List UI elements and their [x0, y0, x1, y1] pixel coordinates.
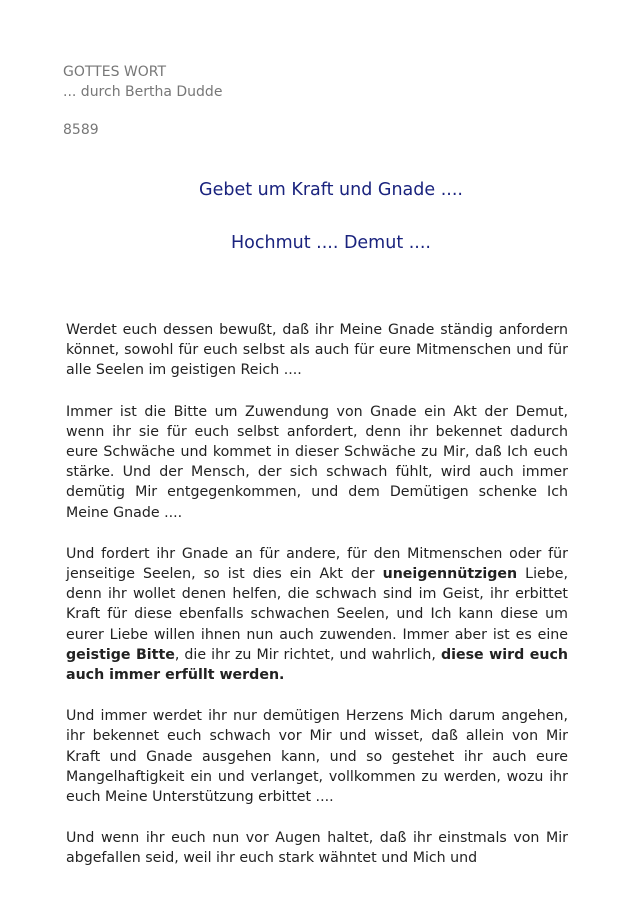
paragraph-4: Und immer werdet ihr nur demütigen Herzens Mich darum angehen, ihr bekennet euch schwach vor Mir und wisset, daß allein von Mir Kraft und Gnade ausgehen kann, und so gestehet ihr auch eure Mangelhaftigkeit ein und verlanget, vollkommen zu werden, wozu ihr euch Meine Unterstützung erbittet .... [66, 708, 568, 806]
emphasis-uneigennuetzigen: uneigennützigen [382, 566, 518, 583]
page-title: Gebet um Kraft und Gnade .... [199, 180, 463, 200]
emphasis-geistige-bitte: geistige Bitte [66, 646, 175, 663]
paragraph-3-text-2: Liebe, denn ihr wollet denen helfen, die schwach sind im Geist, ihr erbittet Kraft für diese ebenfalls schwachen Seelen, und Ich kann diese um eurer Liebe willen ihnen nun auch zuwenden. Immer aber ist es eine [66, 566, 568, 643]
paragraph-1: Werdet euch dessen bewußt, daß ihr Meine Gnade ständig anfordern könnet, sowohl für euch selbst als auch für eure Mitmenschen und für alle Seelen im geistigen Reich .... [66, 322, 568, 379]
emphasis-erfuellt: diese wird euch auch immer erfüllt werden. [66, 646, 568, 684]
page-subtitle: Hochmut .... Demut .... [230, 233, 431, 253]
source-label: GOTTES WORT [63, 64, 167, 80]
paragraph-3-text-1: Und fordert ihr Gnade an für andere, für den Mitmenschen oder für jenseitige Seelen, so ist dies ein Akt der [66, 545, 568, 583]
paragraph-2: Immer ist die Bitte um Zuwendung von Gnade ein Akt der Demut, wenn ihr sie für euch selbst anfordert, denn ihr bekennet dadurch eure Schwäche und kommet in dieser Schwäche zu Mir, daß Ich euch stärke. Und der Mensch, der sich schwach fühlt, wird auch immer demütig Mir entgegenkommen, und dem Demütigen schenke Ich Meine Gnade .... [66, 403, 568, 521]
message-number: 8589 [63, 122, 99, 138]
paragraph-3 [66, 544, 568, 685]
paragraph-3-text-3: , die ihr zu Mir richtet, und wahrlich, [174, 646, 441, 663]
author-line: ... durch Bertha Dudde [63, 84, 223, 100]
document-body [66, 320, 568, 890]
paragraph-5: Und wenn ihr euch nun vor Augen haltet, daß ihr einstmals von Mir abgefallen seid, weil ihr euch stark wähntet und Mich und [66, 830, 568, 867]
document-header [63, 62, 222, 140]
